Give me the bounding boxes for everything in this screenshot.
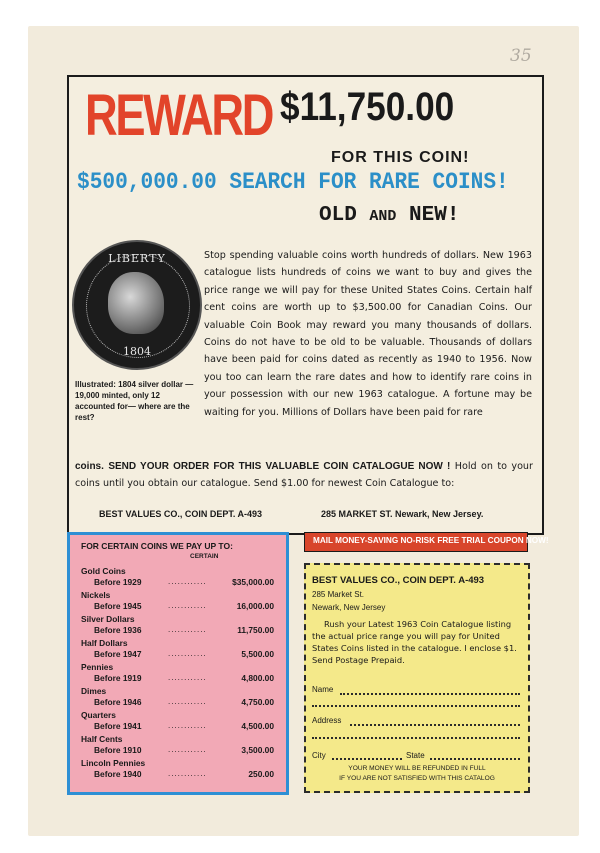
city-field[interactable] — [332, 758, 402, 760]
name-field[interactable] — [340, 693, 520, 695]
price-year: Before 1945 — [94, 601, 142, 611]
order-coupon[interactable] — [304, 563, 530, 793]
price-coin: Silver Dollars — [81, 614, 135, 624]
search-headline: $500,000.00 SEARCH FOR RARE COINS! — [77, 169, 509, 195]
name-field-line-2[interactable] — [312, 705, 520, 707]
company-name: BEST VALUES CO., COIN DEPT. A-493 — [99, 509, 263, 519]
ad-body-text: Stop spending valuable coins worth hundreds of dollars. New 1963 catalogue lists hundreds of coins we want to buy and gives the price range we will pay for these United States Coins. Certain half cent coins are worth up to $3,500.00 for Canadian Coins. Our valuable Coin Book may reward you many thousands of dollars. Coins do not have to be old to be valuable. Thousands of dollars have been paid for coins dated as recently as 1940 to 1956. Now you too can learn the rare dates and how to identify rare coins in your possession with our new 1963 catalogue. A fortune may be waiting for you. Millions of Dollars have been paid for rare — [204, 250, 532, 418]
price-year: Before 1910 — [94, 745, 142, 755]
new-word: NEW! — [409, 204, 460, 227]
old-and-new — [319, 204, 459, 227]
price-coin: Dimes — [81, 686, 107, 696]
city-label: City — [312, 751, 326, 760]
state-label: State — [406, 751, 425, 760]
price-coin: Gold Coins — [81, 566, 126, 576]
coin-legend: LIBERTY — [108, 252, 166, 265]
silver-dollar-coin-image — [72, 240, 202, 370]
reward-amount: $11,750.00 — [280, 85, 455, 129]
old-word: OLD — [319, 204, 357, 227]
leader-dots: ............ — [168, 601, 207, 610]
price-value: 4,750.00 — [241, 697, 274, 707]
price-value: 5,500.00 — [241, 649, 274, 659]
price-coin: Lincoln Pennies — [81, 758, 146, 768]
price-table-heading: FOR CERTAIN COINS WE PAY UP TO: — [81, 541, 233, 551]
coupon-message: Rush your Latest 1963 Coin Catalogue listing the actual price range you will pay for United States Coins listed in the catalogue. I enclose $1. Send Postage Prepaid. — [312, 619, 517, 665]
leader-dots: ............ — [168, 745, 207, 754]
price-year: Before 1919 — [94, 673, 142, 683]
coupon-company: BEST VALUES CO., COIN DEPT. A-493 — [312, 575, 485, 586]
price-year: Before 1936 — [94, 625, 142, 635]
leader-dots: ............ — [168, 577, 207, 586]
leader-dots: ............ — [168, 649, 207, 658]
coins-bold: coins. — [75, 461, 104, 472]
coin-year: 1804 — [123, 345, 151, 358]
price-year: Before 1929 — [94, 577, 142, 587]
coin-ad-panel — [67, 75, 544, 535]
liberty-bust-icon — [108, 272, 164, 334]
coupon-banner-text: MAIL MONEY-SAVING NO-RISK FREE TRIAL COUPON NOW! — [313, 536, 549, 545]
coupon-city: Newark, New Jersey — [312, 603, 386, 612]
price-year: Before 1947 — [94, 649, 142, 659]
price-table-subheading: CERTAIN — [190, 553, 219, 560]
price-coin: Half Dollars — [81, 638, 128, 648]
price-year: Before 1940 — [94, 769, 142, 779]
price-value: 11,750.00 — [237, 625, 274, 635]
price-coin: Quarters — [81, 710, 116, 720]
price-value: 3,500.00 — [241, 745, 274, 755]
leader-dots: ............ — [168, 625, 207, 634]
leader-dots: ............ — [168, 769, 207, 778]
state-field[interactable] — [430, 758, 520, 760]
coin-caption: Illustrated: 1804 silver dollar — 19,000 minted, only 12 accounted for— where are the rest? — [75, 380, 194, 422]
order-text — [75, 458, 533, 493]
name-label: Name — [312, 685, 334, 694]
coupon-banner — [304, 532, 549, 552]
price-value: 250.00 — [248, 769, 274, 779]
company-street: 285 MARKET ST. Newark, New Jersey. — [321, 509, 484, 519]
price-coin: Pennies — [81, 662, 114, 672]
for-this-coin: FOR THIS COIN! — [331, 149, 470, 166]
price-year: Before 1946 — [94, 697, 142, 707]
guarantee-line-2: IF YOU ARE NOT SATISFIED WITH THIS CATALOG — [339, 775, 495, 782]
order-rest: Hold on to your coins until you obtain our catalogue. Send $1.00 for newest Coin Catalogue to: — [75, 461, 533, 490]
leader-dots: ............ — [168, 673, 207, 682]
guarantee-line-1: YOUR MONEY WILL BE REFUNDED IN FULL — [348, 765, 486, 772]
coupon-street: 285 Market St. — [312, 590, 365, 599]
reward-headline: REWARD — [85, 83, 273, 148]
address-field[interactable] — [350, 724, 520, 726]
price-coin: Half Cents — [81, 734, 123, 744]
price-table — [67, 532, 289, 795]
price-year: Before 1941 — [94, 721, 142, 731]
pencil-mark: 35 — [510, 46, 532, 66]
leader-dots: ............ — [168, 697, 207, 706]
price-coin: Nickels — [81, 590, 111, 600]
send-order-bold: SEND YOUR ORDER FOR THIS VALUABLE COIN CATALOGUE NOW ! — [108, 461, 451, 472]
address-label: Address — [312, 716, 342, 725]
leader-dots: ............ — [168, 721, 207, 730]
price-value: 4,800.00 — [241, 673, 274, 683]
price-value: 16,000.00 — [236, 601, 274, 611]
and-word: AND — [369, 208, 397, 225]
price-value: $35,000.00 — [232, 577, 274, 587]
price-value: 4,500.00 — [241, 721, 274, 731]
address-field-line-2[interactable] — [312, 737, 520, 739]
